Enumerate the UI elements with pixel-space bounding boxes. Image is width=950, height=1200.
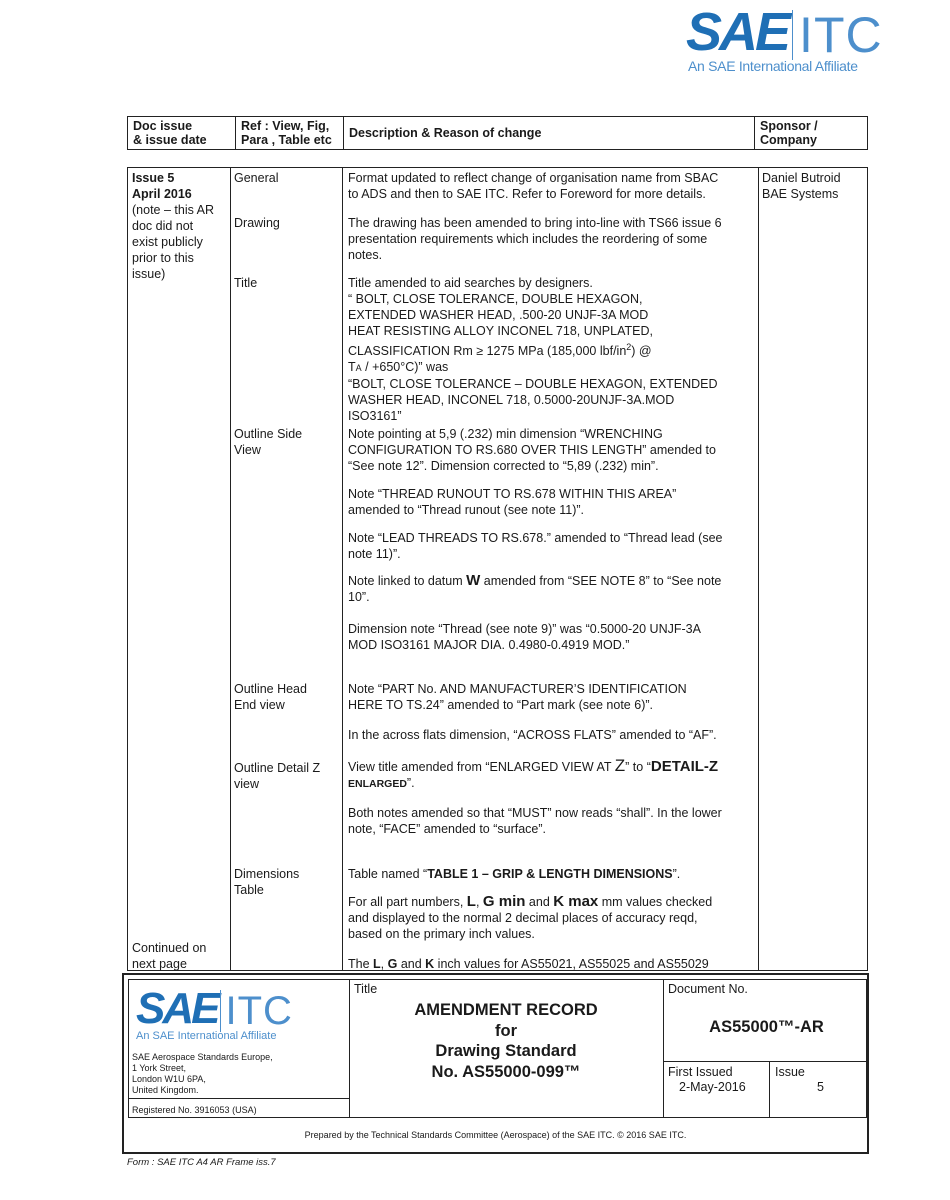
- footer-frame: [122, 973, 869, 1154]
- footer-prepared-by: Prepared by the Technical Standards Committee (Aerospace) of the SAE ITC. © 2016 SAE ITC.: [304, 1130, 687, 1140]
- ref-outline-head: Outline Head End view: [234, 682, 307, 712]
- desc-dim-2: For all part numbers, L, G min and K max mm values checked and displayed to the normal 2 decimal places of accuracy reqd, based on the primary inch values.: [348, 893, 713, 941]
- desc-side-4: Note linked to datum W amended from “SEE NOTE 8” to “See note 10”.: [348, 572, 722, 604]
- desc-side-3: Note “LEAD THREADS TO RS.678.” amended to “Thread lead (see note 11)”.: [348, 531, 723, 561]
- logo-affiliate-text: An SAE International Affiliate: [688, 58, 858, 74]
- logo-itc-text: ITC: [792, 10, 883, 60]
- header-doc-issue: Doc issue & issue date: [128, 117, 236, 150]
- issue-number: Issue 5: [132, 171, 175, 185]
- desc-drawing: The drawing has been amended to bring into-line with TS66 issue 6 presentation requirements which includes the reordering of some notes.: [348, 216, 722, 262]
- sae-itc-logo: [686, 4, 883, 74]
- footer-first-issued-label: First Issued: [668, 1065, 733, 1079]
- footer-logo: SAE ITC An SAE International Affiliate: [136, 984, 293, 1042]
- footer-issue: 5: [817, 1080, 824, 1094]
- sponsor-cell: Daniel Butroid BAE Systems: [762, 171, 841, 201]
- desc-side-5: Dimension note “Thread (see note 9)” was “0.5000-20 UNJF-3A MOD ISO3161 MAJOR DIA. 0.4980-0.4919 MOD.”: [348, 622, 701, 652]
- ref-outline-detail: Outline Detail Z view: [234, 761, 321, 791]
- header-description: Description & Reason of change: [344, 117, 755, 150]
- header-ref: Ref : View, Fig, Para , Table etc: [236, 117, 344, 150]
- amendment-body: [127, 167, 868, 971]
- continued-note: Continued on next page: [132, 941, 207, 971]
- footer-issue-label: Issue: [775, 1065, 805, 1079]
- header-sponsor: Sponsor / Company: [755, 117, 868, 150]
- desc-dim-3: The L, G and K inch values for AS55021, AS55025 and AS55029: [348, 957, 709, 971]
- ref-outline-side: Outline Side View: [234, 427, 303, 457]
- desc-detail-2: Both notes amended so that “MUST” now reads “shall”. In the lower note, “FACE” amended to “surface”.: [348, 806, 722, 836]
- header-table: [127, 116, 868, 150]
- desc-dim-1: Table named “TABLE 1 – GRIP & LENGTH DIMENSIONS”.: [348, 867, 681, 881]
- logo-sae-text: SAE: [686, 2, 789, 62]
- ref-general: General: [234, 171, 279, 185]
- issue-date: April 2016: [132, 187, 192, 201]
- desc-side-2: Note “THREAD RUNOUT TO RS.678 WITHIN THIS AREA” amended to “Thread runout (see note 11)”.: [348, 487, 677, 517]
- ref-title: Title: [234, 276, 258, 290]
- footer-doc-label: Document No.: [668, 982, 748, 996]
- desc-detail-1: View title amended from “ENLARGED VIEW AT Z” to “DETAIL-Z ENLARGED”.: [348, 756, 719, 790]
- form-reference: Form : SAE ITC A4 AR Frame iss.7: [127, 1157, 276, 1168]
- footer-first-issued: 2-May-2016: [679, 1080, 746, 1094]
- desc-head-1: Note “PART No. AND MANUFACTURER’S IDENTIFICATION HERE TO TS.24” amended to “Part mark (see note 6)”.: [348, 682, 687, 712]
- footer-doc-number: AS55000™-AR: [709, 1018, 824, 1036]
- desc-title: Title amended to aid searches by designers. “ BOLT, CLOSE TOLERANCE, DOUBLE HEXAGON, EXTENDED WASHER HEAD, .500-20 UNJF-3A MOD HEAT RESISTING ALLOY INCONEL 718, UNPLATED, CLASSIFICATION Rm ≥ 1275 MPa (185,000 lbf/$in^2$) @ TA / +650°C)” was “BOLT, CLOSE TOLERANCE – DOUBLE HEXAGON, EXTENDED WASHER HEAD, INCONEL 718, 0.5000-20UNJF-3A.MOD ISO3161”: [348, 276, 718, 424]
- desc-side-1: Note pointing at 5,9 (.232) min dimension “WRENCHING CONFIGURATION TO RS.680 OVER THIS LENGTH” amended to “See note 12”. Dimension corrected to “5,89 (.232) min”.: [348, 427, 716, 473]
- desc-general: Format updated to reflect change of organisation name from SBAC to ADS and then to SAE ITC. Refer to Foreword for more details.: [348, 171, 719, 201]
- ref-drawing: Drawing: [234, 216, 280, 230]
- ref-dimensions: Dimensions Table: [234, 867, 300, 897]
- footer-address: SAE Aerospace Standards Europe, 1 York Street, London W1U 6PA, United Kingdom.: [132, 1052, 273, 1095]
- footer-registered: Registered No. 3916053 (USA): [132, 1105, 257, 1115]
- desc-head-2: In the across flats dimension, “ACROSS FLATS” amended to “AF”.: [348, 728, 717, 742]
- issue-cell: Issue 5 April 2016 (note – this AR doc did not exist publicly prior to this issue): [132, 170, 226, 282]
- footer-title: AMENDMENT RECORD for Drawing Standard No. AS55000-099™: [414, 1001, 598, 1081]
- footer-title-label: Title: [354, 982, 378, 996]
